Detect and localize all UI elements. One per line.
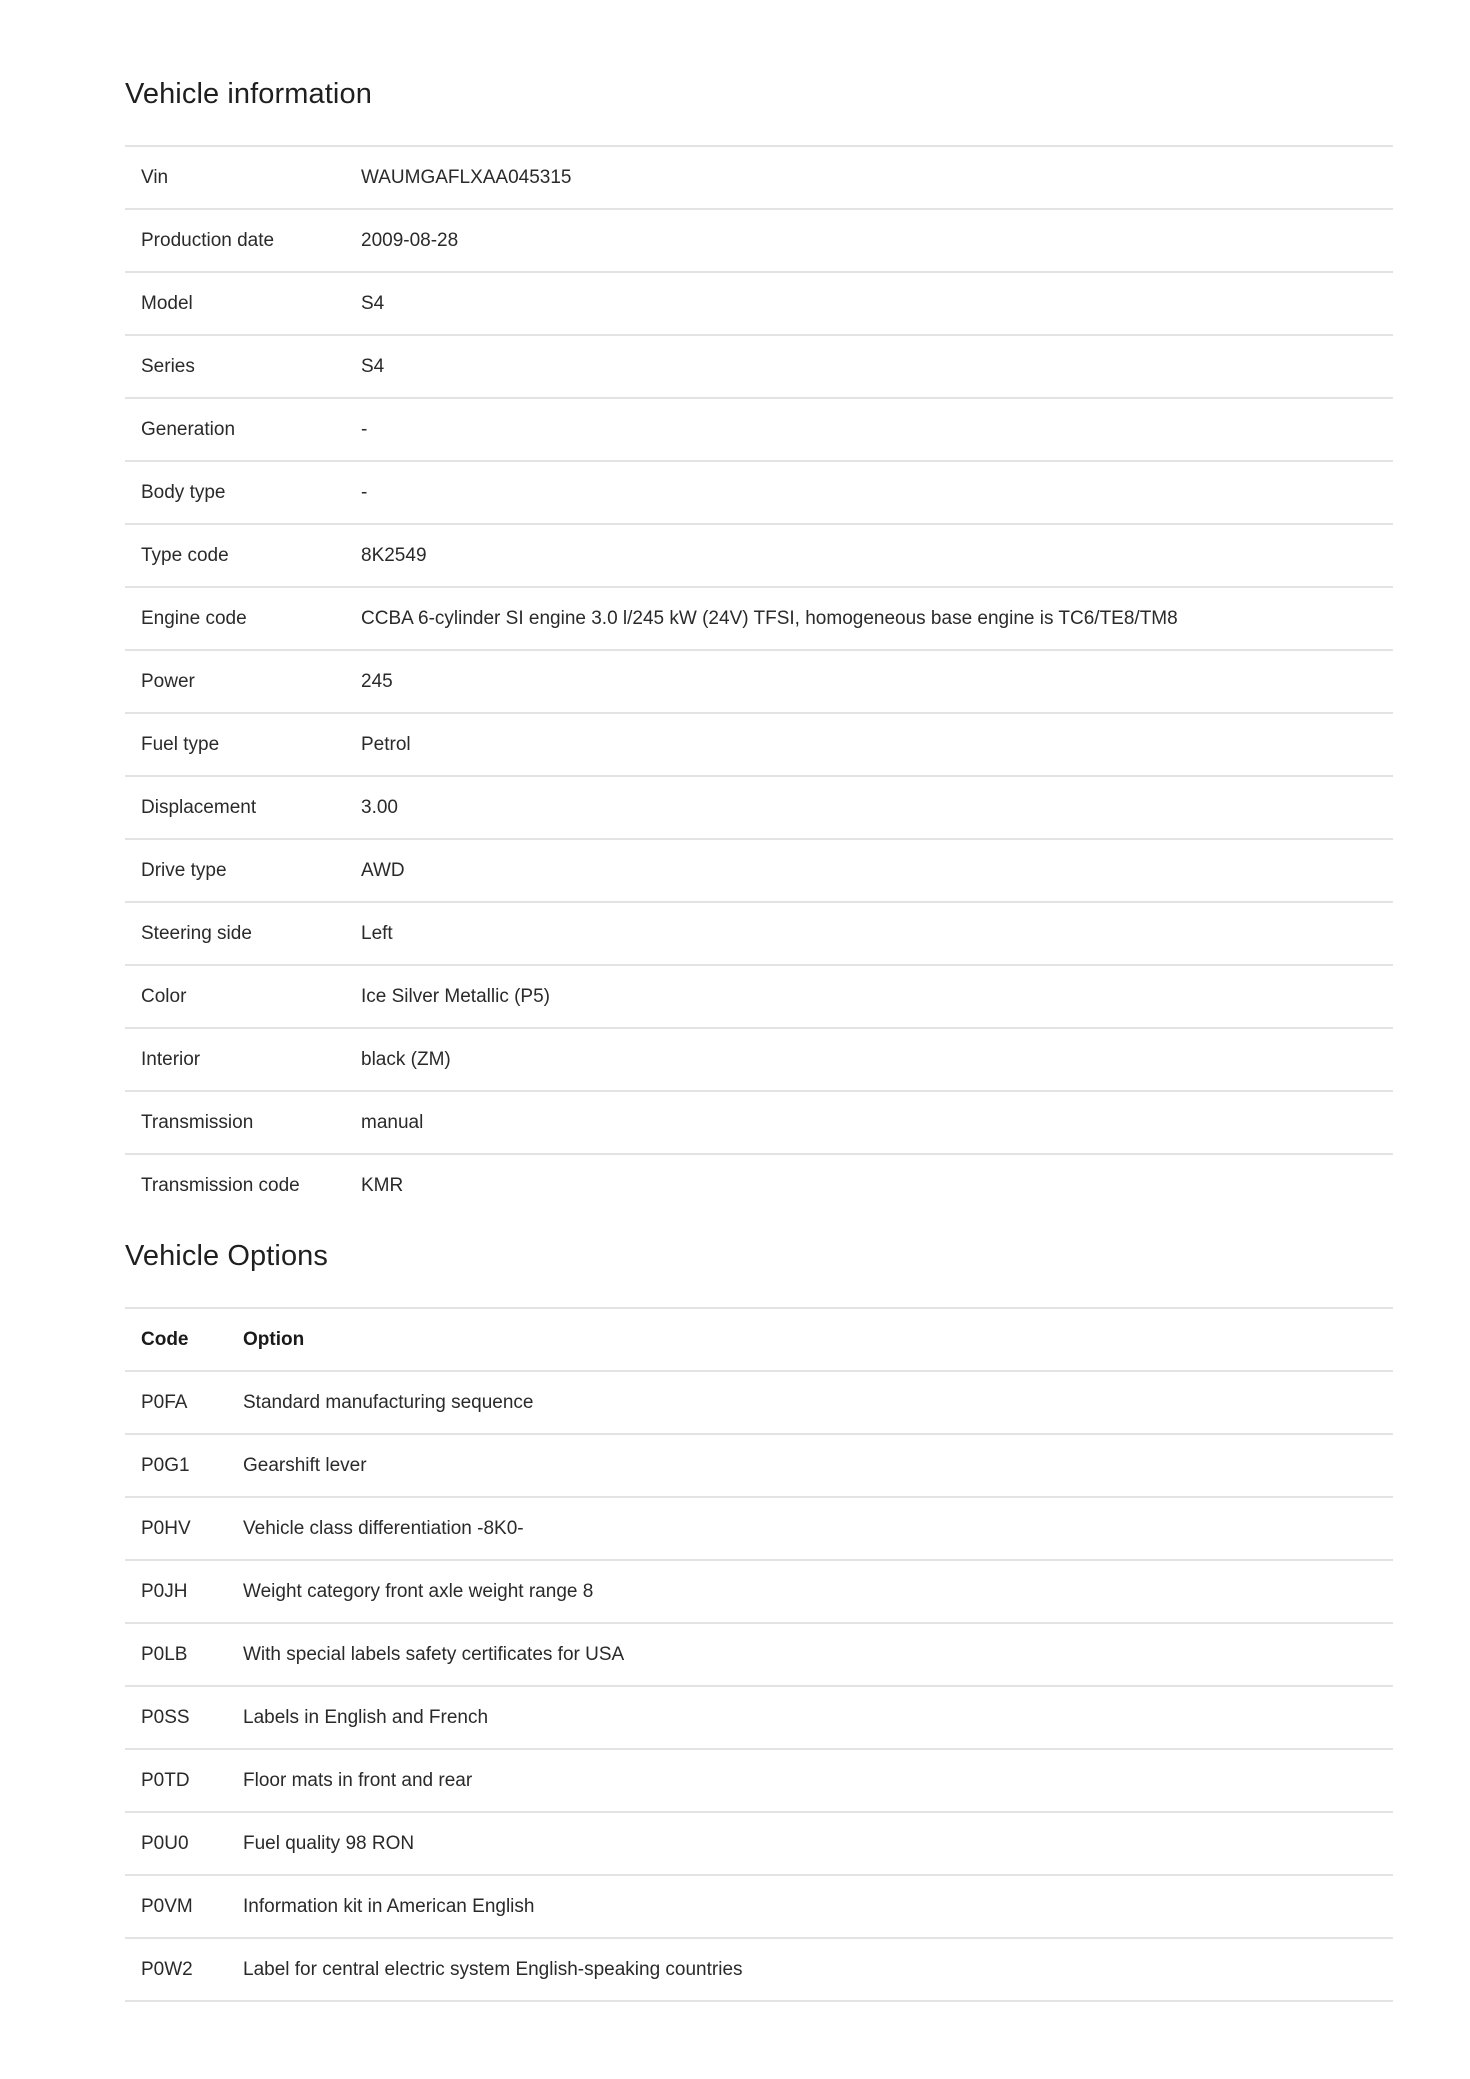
info-row-generation [125, 399, 1393, 462]
info-row-engine-code [125, 588, 1393, 651]
option-description: Standard manufacturing sequence [243, 1391, 534, 1413]
option-code: P0TD [141, 1769, 190, 1791]
info-row-body-type [125, 462, 1393, 525]
info-label: Steering side [141, 922, 252, 944]
option-row [125, 1939, 1393, 2002]
option-row [125, 1750, 1393, 1813]
info-row-transmission-code [125, 1155, 1393, 1216]
options-header-row [125, 1309, 1393, 1372]
info-label: Power [141, 670, 195, 692]
info-value: black (ZM) [361, 1048, 451, 1070]
option-code: P0SS [141, 1706, 190, 1728]
info-value: CCBA 6-cylinder SI engine 3.0 l/245 kW (24V) TFSI, homogeneous base engine is TC6/TE8/TM8 [361, 607, 1178, 629]
option-description: Weight category front axle weight range 8 [243, 1580, 594, 1602]
info-label: Color [141, 985, 187, 1007]
info-row-vin [125, 147, 1393, 210]
option-description: Vehicle class differentiation -8K0- [243, 1517, 524, 1539]
info-value: Ice Silver Metallic (P5) [361, 985, 550, 1007]
code-column-header: Code [141, 1328, 189, 1350]
info-label: Production date [141, 229, 275, 251]
option-code: P0LB [141, 1643, 188, 1665]
option-row [125, 1435, 1393, 1498]
info-label: Transmission [141, 1111, 254, 1133]
info-label: Fuel type [141, 733, 220, 755]
option-code: P0VM [141, 1895, 193, 1917]
option-code: P0U0 [141, 1832, 189, 1854]
option-description: Fuel quality 98 RON [243, 1832, 415, 1854]
info-value: - [361, 481, 368, 503]
info-row-interior [125, 1029, 1393, 1092]
option-row [125, 1372, 1393, 1435]
info-label: Type code [141, 544, 229, 566]
option-row [125, 1687, 1393, 1750]
option-row [125, 1561, 1393, 1624]
info-row-transmission [125, 1092, 1393, 1155]
vehicle-options-table [125, 1307, 1393, 2002]
option-row [125, 1813, 1393, 1876]
info-row-series [125, 336, 1393, 399]
info-label: Interior [141, 1048, 201, 1070]
option-code: P0W2 [141, 1958, 193, 1980]
info-value: AWD [361, 859, 405, 881]
option-description: Labels in English and French [243, 1706, 489, 1728]
option-description: Label for central electric system English-speaking countries [243, 1958, 743, 1980]
info-row-steering-side [125, 903, 1393, 966]
info-value: 245 [361, 670, 393, 692]
info-label: Vin [141, 166, 169, 188]
info-value: 2009-08-28 [361, 229, 459, 251]
info-row-color [125, 966, 1393, 1029]
info-label: Drive type [141, 859, 227, 881]
info-row-fuel-type [125, 714, 1393, 777]
option-description: Information kit in American English [243, 1895, 535, 1917]
info-value: S4 [361, 292, 385, 314]
info-row-production-date [125, 210, 1393, 273]
option-code: P0JH [141, 1580, 188, 1602]
info-row-type-code [125, 525, 1393, 588]
info-value: S4 [361, 355, 385, 377]
info-row-power [125, 651, 1393, 714]
option-description: Gearshift lever [243, 1454, 367, 1476]
info-value: WAUMGAFLXAA045315 [361, 166, 572, 188]
info-label: Transmission code [141, 1174, 300, 1196]
info-value: KMR [361, 1174, 404, 1196]
info-label: Body type [141, 481, 226, 503]
info-label: Model [141, 292, 193, 314]
info-row-displacement [125, 777, 1393, 840]
option-description: With special labels safety certificates for USA [243, 1643, 625, 1665]
info-label: Series [141, 355, 195, 377]
option-row [125, 1624, 1393, 1687]
option-description: Floor mats in front and rear [243, 1769, 473, 1791]
info-label: Displacement [141, 796, 257, 818]
vehicle-information-title: Vehicle information [125, 78, 372, 110]
info-label: Engine code [141, 607, 247, 629]
option-code: P0HV [141, 1517, 191, 1539]
info-row-drive-type [125, 840, 1393, 903]
vehicle-options-title: Vehicle Options [125, 1240, 329, 1272]
option-code: P0G1 [141, 1454, 190, 1476]
info-value: manual [361, 1111, 424, 1133]
option-column-header: Option [243, 1328, 305, 1350]
info-label: Generation [141, 418, 236, 440]
info-value: - [361, 418, 368, 440]
info-row-model [125, 273, 1393, 336]
info-value: Petrol [361, 733, 411, 755]
option-row [125, 1876, 1393, 1939]
info-value: 8K2549 [361, 544, 427, 566]
option-code: P0FA [141, 1391, 188, 1413]
vehicle-information-table [125, 145, 1393, 1216]
option-row [125, 1498, 1393, 1561]
info-value: 3.00 [361, 796, 398, 818]
info-value: Left [361, 922, 393, 944]
